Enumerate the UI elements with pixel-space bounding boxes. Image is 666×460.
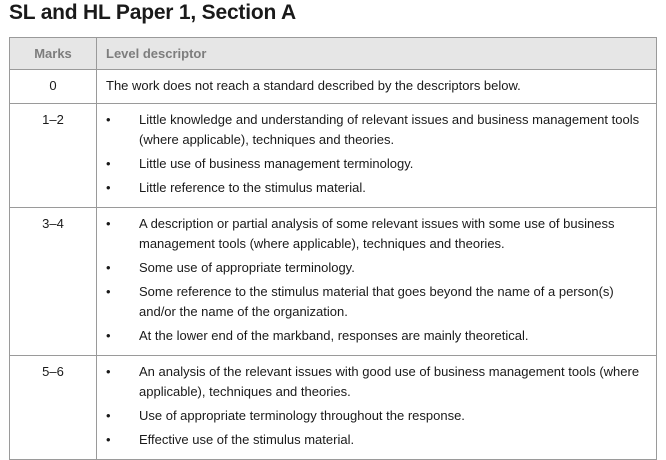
list-item: [106, 282, 646, 322]
bullet-icon: •: [106, 432, 111, 447]
list-item-text: At the lower end of the markband, responses are mainly theoretical.: [139, 328, 529, 343]
bullet-icon: •: [106, 156, 111, 171]
list-item: [106, 362, 646, 402]
list-item-text: An analysis of the relevant issues with good use of business management tools (where applicable), techniques and theories.: [139, 364, 640, 399]
list-item: [106, 326, 646, 346]
bullet-icon: •: [106, 284, 111, 299]
list-item-text: Little reference to the stimulus material.: [139, 180, 366, 195]
bullet-icon: •: [106, 364, 111, 379]
list-item: [106, 154, 646, 174]
descriptor-cell: The work does not reach a standard described by the descriptors below.: [97, 70, 657, 104]
table-header-row: [10, 38, 657, 70]
list-item: [106, 430, 646, 450]
list-item-text: Little use of business management terminology.: [139, 156, 414, 171]
list-item-text: A description or partial analysis of some relevant issues with some use of business management tools (where applicable), techniques and theories.: [139, 216, 615, 251]
section-title: SL and HL Paper 1, Section A: [9, 1, 296, 24]
level-descriptor-column-header: Level descriptor: [97, 38, 657, 70]
bullet-icon: •: [106, 408, 111, 423]
marks-cell: 5–6: [10, 356, 97, 460]
table-row: [10, 104, 657, 208]
table-row: [10, 356, 657, 460]
descriptor-list: [106, 362, 646, 450]
list-item-text: Some reference to the stimulus material that goes beyond the name of a person(s) and/or the name of the organization.: [139, 284, 614, 319]
table-row: [10, 208, 657, 356]
list-item: [106, 406, 646, 426]
descriptor-list: [106, 214, 646, 346]
bullet-icon: •: [106, 180, 111, 195]
bullet-icon: •: [106, 260, 111, 275]
descriptor-list: [106, 110, 646, 198]
list-item-text: Effective use of the stimulus material.: [139, 432, 355, 447]
bullet-icon: •: [106, 112, 111, 127]
descriptor-cell: [97, 104, 657, 208]
list-item: [106, 214, 646, 254]
list-item-text: Little knowledge and understanding of relevant issues and business management tools (where applicable), techniques and theories.: [139, 112, 640, 147]
list-item: [106, 110, 646, 150]
bullet-icon: •: [106, 328, 111, 343]
list-item-text: Use of appropriate terminology throughout the response.: [139, 408, 465, 423]
marks-column-header: Marks: [10, 38, 97, 70]
descriptor-cell: [97, 208, 657, 356]
list-item: [106, 178, 646, 198]
descriptor-cell: [97, 356, 657, 460]
marks-cell: 0: [10, 70, 97, 104]
list-item: [106, 258, 646, 278]
list-item-text: Some use of appropriate terminology.: [139, 260, 355, 275]
marks-cell: 1–2: [10, 104, 97, 208]
marks-cell: 3–4: [10, 208, 97, 356]
bullet-icon: •: [106, 216, 111, 231]
markband-table: [9, 37, 657, 460]
table-row: [10, 70, 657, 104]
